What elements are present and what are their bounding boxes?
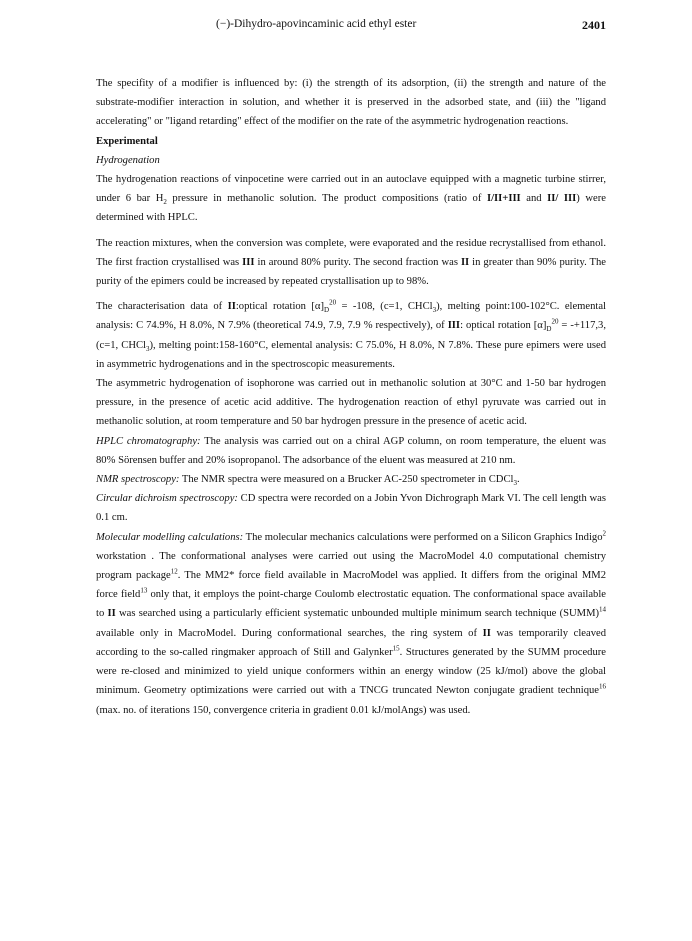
compound-label: I/II+III: [486, 193, 521, 205]
text-run: The analysis was carried out on a chiral AGP column, on room temperature, the eluent was 80% Sörensen buffer and 20% isopropanol. The adsorbance of the eluent was measured at 210 nm.: [96, 435, 606, 466]
subscript: 3: [432, 306, 437, 315]
page-header: [96, 18, 606, 34]
compound-label: III: [447, 320, 461, 332]
compound-label: II/ III: [547, 193, 577, 205]
text-run: CD spectra were recorded on a Jobin Yvon Dichrograph Mark VI. The cell length was 0.1 cm.: [96, 493, 606, 524]
compound-label: II: [460, 256, 470, 268]
nmr-paragraph: [96, 470, 606, 489]
isophorone-paragraph: [96, 374, 606, 432]
run-in-heading: Molecular modelling calculations:: [96, 531, 244, 543]
recrystallisation-paragraph: [96, 234, 606, 292]
text-run: The reaction mixtures, when the conversion was complete, were evaporated and the residue recrystallised from ethanol. The first fraction crystallised was: [96, 237, 606, 268]
text-run: = -108, (c=1, CHCl: [336, 301, 433, 313]
superscript: 2: [602, 529, 606, 538]
subscript: 3: [513, 479, 517, 488]
characterisation-paragraph: [96, 297, 606, 374]
subscript: D: [546, 325, 552, 334]
text-run: pressure in methanolic solution. The product compositions (ratio of: [166, 193, 487, 205]
text-run: was searched using a particularly efficient systematic unbounded multiple minimum search technique (SUMM): [115, 608, 600, 620]
subscript: 3: [145, 344, 150, 353]
text-run: available only in MacroModel. During conformational searches, the ring system of: [96, 627, 483, 639]
compound-label: II: [227, 301, 236, 313]
running-title: (−)-Dihydro-apovincaminic acid ethyl ester: [216, 18, 417, 30]
hydrogenation-paragraph: [96, 170, 606, 228]
run-in-heading: NMR spectroscopy:: [96, 474, 180, 486]
text-run: . The MM2* force field available in MacroModel was applied. It differs from the original MM2 force field: [96, 570, 606, 601]
cd-paragraph: [96, 489, 606, 527]
superscript: 20: [329, 298, 337, 307]
text-run: (max. no. of iterations 150, convergence criteria in gradient 0.01 kJ/molAngs) was used.: [96, 704, 471, 716]
modelling-paragraph: [96, 528, 606, 720]
subscript: D: [324, 306, 330, 315]
body-text: [96, 74, 606, 720]
text-run: and: [520, 193, 548, 205]
intro-paragraph: [96, 74, 606, 132]
page-number: 2401: [582, 18, 606, 32]
text-run: :optical rotation [α]: [235, 301, 324, 313]
text-run: in greater than 90% purity. The purity of the epimers could be increased by repeated crystallisation up to 98%.: [96, 256, 606, 288]
text-run: was temporarily cleaved according to the so-called ringmaker approach of Still and Galynker: [96, 627, 606, 658]
reference-superscript: 15: [392, 644, 400, 653]
reference-superscript: 12: [170, 567, 178, 576]
intro-text: The specifity of a modifier is influenced by: (i) the strength of its adsorption, (ii) the strength and nature of the substrate-modifier interaction in solution, and whether it is preserved in the adsorbed state, and (iii) the "ligand accelerating" or "ligand retarding" effect of the modifier on the rate of the asymmetric hydrogenation reactions.: [96, 78, 606, 128]
experimental-heading: Experimental: [96, 135, 158, 147]
text-run: : optical rotation [α]: [460, 320, 547, 332]
superscript: 20: [551, 317, 559, 326]
hplc-paragraph: [96, 432, 606, 470]
reference-superscript: 14: [599, 605, 607, 614]
text-run: in around 80% purity. The second fraction was: [254, 256, 461, 268]
reference-superscript: 16: [599, 682, 606, 691]
hydrogenation-heading: Hydrogenation: [96, 154, 160, 166]
subscript: 2: [163, 198, 167, 207]
text-run: The molecular mechanics calculations were performed on a Silicon Graphics Indigo: [243, 531, 603, 543]
text-run: . Structures generated by the SUMM procedure were re-closed and minimized to yield unique conformers within an energy window (25 kJ/mol) above the global minimum. Geometry optimizations were carried out with a TNCG truncated Newton conjugate gradient technique: [96, 646, 606, 697]
compound-label: II: [107, 608, 116, 620]
compound-label: II: [482, 627, 491, 639]
text-run: ), melting point:158-160°C, elemental analysis: C 75.0%, H 8.0%, N 7.8%. These pure epimers were used in asymmetric hydrogenations and in the spectroscopic measurements.: [96, 339, 606, 370]
text-run: only that, it employs the point-charge Coulomb electrostatic equation. The conformational space available to: [96, 589, 606, 620]
compound-label: III: [242, 256, 255, 268]
text-run: The NMR spectra were measured on a Brucker AC-250 spectrometer in CDCl: [179, 474, 514, 486]
run-in-heading: Circular dichroism spectroscopy:: [96, 493, 238, 505]
text-run: The asymmetric hydrogenation of isophorone was carried out in methanolic solution at 30°C and 1-50 bar hydrogen pressure, in the presence of acetic acid additive. The hydrogenation reaction of ethyl pyruvate was carried out in methanolic solution, at room temperature and 50 bar hydrogen pressure in the presence of acetic acid.: [96, 378, 606, 428]
text-run: = -+117,3, (c=1, CHCl: [96, 320, 606, 351]
text-run: ), melting point:100-102°C. elemental analysis: C 74.9%, H 8.0%, N 7.9% (theoretical 74.9, 7.9, 7.9 % respectively), of: [96, 301, 606, 332]
text-run: ) were determined with HPLC.: [96, 193, 606, 224]
text-run: workstation . The conformational analyses were carried out using the MacroModel 4.0 computational chemistry program package: [96, 550, 606, 582]
reference-superscript: 13: [140, 586, 148, 595]
run-in-heading: HPLC chromatography:: [96, 435, 201, 447]
text-run: The characterisation data of: [96, 301, 228, 313]
text-run: .: [516, 474, 520, 486]
text-run: The hydrogenation reactions of vinpocetine were carried out in an autoclave equipped with a magnetic turbine stirrer, under 6 bar H: [96, 174, 606, 205]
